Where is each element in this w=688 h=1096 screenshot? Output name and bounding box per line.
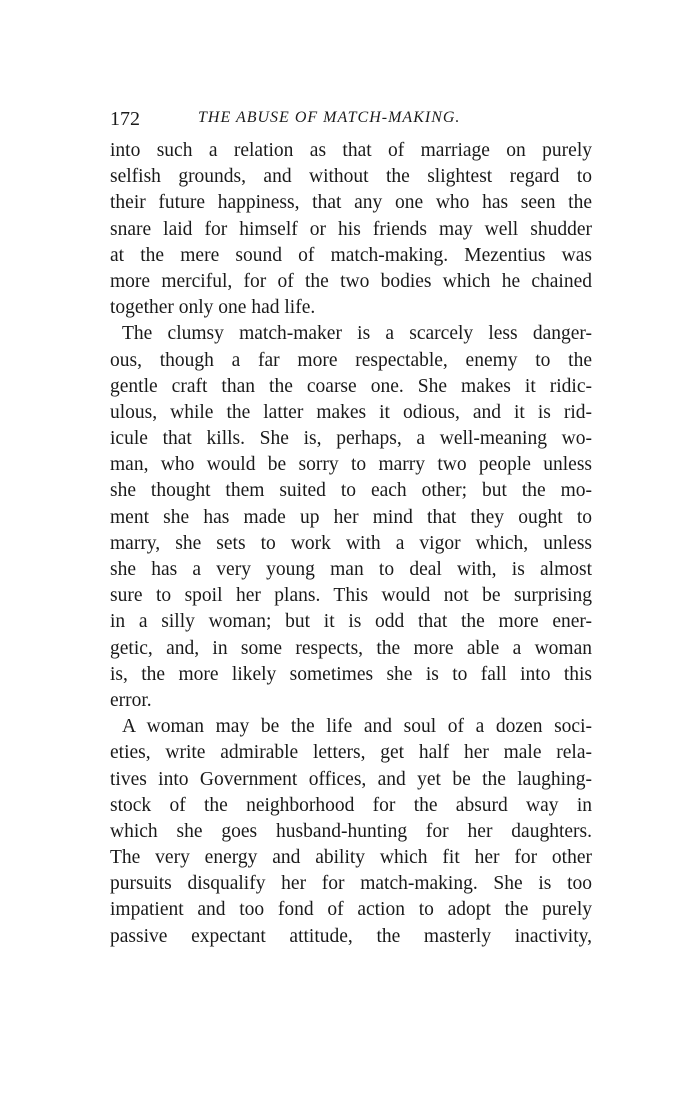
text-line: at the mere sound of match-making. Mezentius was [110, 244, 592, 266]
text-line: passive expectant attitude, the masterly inactivity, [110, 925, 592, 947]
text-line: she thought them suited to each other; but the mo- [110, 480, 592, 502]
text-line: A woman may be the life and soul of a dozen soci- [122, 716, 592, 738]
text-line: is, the more likely sometimes she is to fall into this [110, 663, 592, 685]
text-line: in a silly woman; but it is odd that the more ener- [110, 611, 592, 633]
page-number: 172 [110, 108, 140, 130]
text-line: getic, and, in some respects, the more able a woman [110, 637, 592, 659]
text-line: she has a very young man to deal with, is almost [110, 559, 592, 580]
text-line: icule that kills. She is, perhaps, a well-meaning wo- [110, 428, 592, 450]
text-line: ulous, while the latter makes it odious, and it is rid- [110, 401, 592, 423]
text-line: marry, she sets to work with a vigor which, unless [110, 532, 592, 554]
text-line: gentle craft than the coarse one. She makes it ridic- [110, 375, 592, 397]
text-line: The very energy and ability which fit her for other [110, 847, 592, 869]
text-line: selfish grounds, and without the slightest regard to [110, 166, 592, 188]
text-line: more merciful, for of the two bodies which he chained [110, 270, 592, 292]
running-title: THE ABUSE OF MATCH-MAKING. [198, 109, 461, 126]
text-line: The clumsy match-maker is a scarcely less danger- [122, 323, 592, 345]
text-line: pursuits disqualify her for match-making. She is too [110, 873, 592, 895]
text-line: snare laid for himself or his friends may well shudder [110, 218, 592, 240]
text-line: ment she has made up her mind that they ought to [110, 506, 592, 528]
text-line: sure to spoil her plans. This would not be surprising [110, 585, 592, 607]
text-line: tives into Government offices, and yet be the laughing- [110, 768, 592, 790]
text-line: into such a relation as that of marriage on purely [110, 140, 592, 161]
text-line: eties, write admirable letters, get half her male rela- [110, 742, 592, 764]
text-line: which she goes husband-hunting for her daughters. [110, 820, 592, 842]
text-line: together only one had life. [110, 297, 316, 319]
text-line: impatient and too fond of action to adopt the purely [110, 899, 592, 921]
text-line: man, who would be sorry to marry two people unless [110, 454, 592, 476]
text-line: stock of the neighborhood for the absurd way in [110, 794, 592, 816]
text-line: ous, though a far more respectable, enemy to the [110, 349, 592, 371]
text-line: error. [110, 689, 152, 711]
body-text [110, 138, 592, 950]
text-line: their future happiness, that any one who has seen the [110, 192, 592, 214]
page-header [110, 108, 592, 134]
